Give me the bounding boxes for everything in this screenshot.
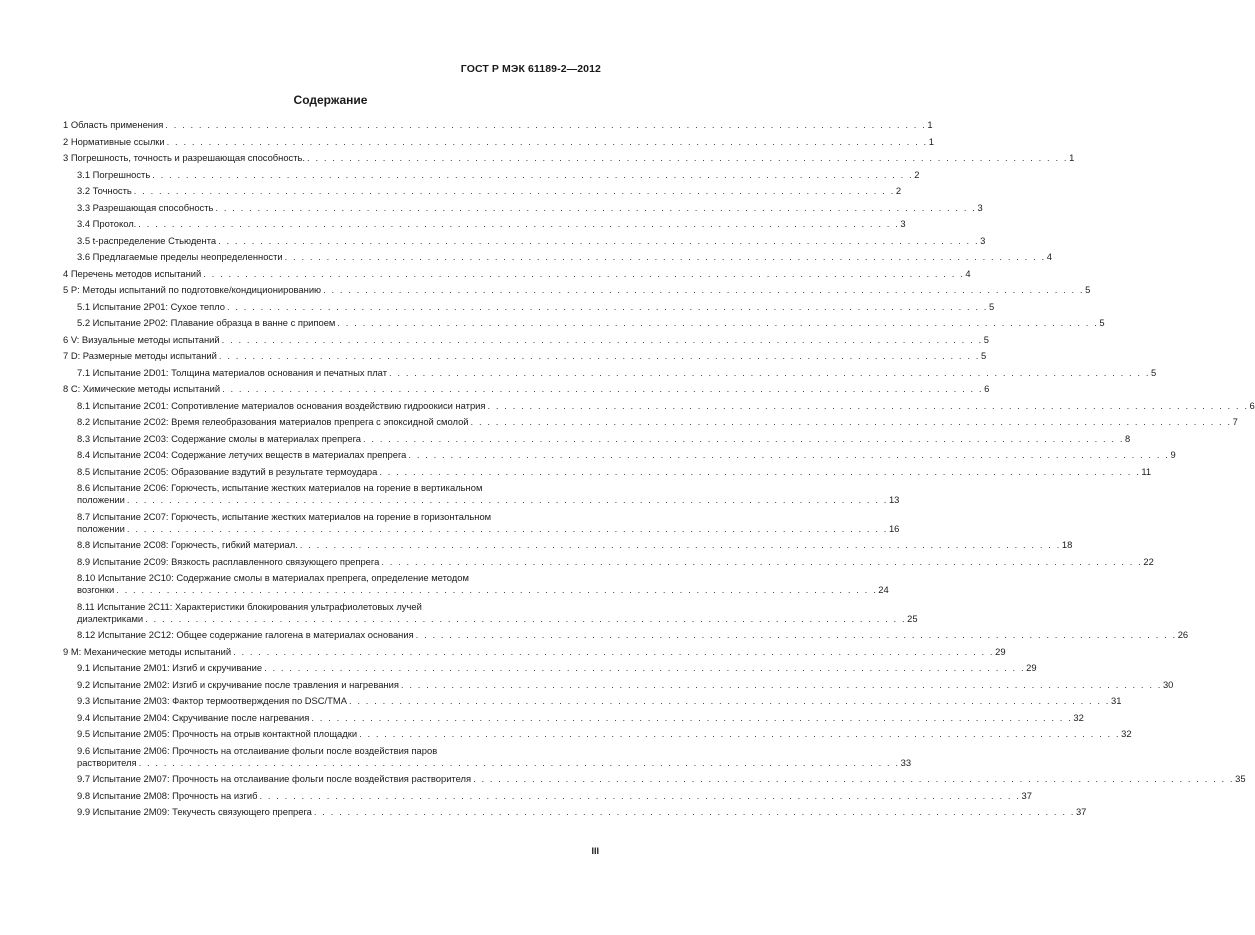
toc-entry-page: 26 bbox=[1177, 629, 1189, 640]
toc-entry-title-line: 8.6 Испытание 2C06: Горючесть, испытание жестких материалов на горение в вертикальном bbox=[77, 482, 483, 493]
toc-entry-title: 5 P: Методы испытаний по подготовке/кондиционированию bbox=[63, 284, 322, 295]
toc-dot-leader: . . . . . . . . . . . . . . . . . . . . . . . . . . . . . . . . . . . . . . . . . . . . . . . . . . . . . . . . . . . . . . . . . . . . . . . . . . . . . . . . . . . . . . . . . . . bbox=[473, 773, 1235, 784]
toc-entry-page: 3 bbox=[980, 234, 986, 246]
toc-dot-leader: . . . . . . . . . . . . . . . . . . . . . . . . . . . . . . . . . . . . . . . . . . . . . . . . . . . . . . . . . . . . . . . . . . . . . . . . . . . . . . . . . . . . . . . . . . . bbox=[337, 317, 1099, 328]
toc-entry-title: 8.8 Испытание 2C08: Горючесть, гибкий материал. bbox=[77, 539, 298, 550]
toc-dot-leader: . . . . . . . . . . . . . . . . . . . . . . . . . . . . . . . . . . . . . . . . . . . . . . . . . . . . . . . . . . . . . . . . . . . . . . . . . . . . . . . . . . . . . . . . . . . bbox=[138, 218, 900, 229]
toc-dot-leader: . . . . . . . . . . . . . . . . . . . . . . . . . . . . . . . . . . . . . . . . . . . . . . . . . . . . . . . . . . . . . . . . . . . . . . . . . . . . . . . . . . . . . . . . . . . bbox=[138, 756, 900, 768]
toc-entry[interactable] bbox=[63, 728, 1132, 740]
toc-dot-leader: . . . . . . . . . . . . . . . . . . . . . . . . . . . . . . . . . . . . . . . . . . . . . . . . . . . . . . . . . . . . . . . . . . . . . . . . . . . . . . . . . . . . . . . . . . . bbox=[126, 522, 888, 534]
toc-entry-page: 5 bbox=[1085, 284, 1091, 295]
toc-entry-title: положении bbox=[77, 494, 125, 505]
toc-entry-page: 2 bbox=[914, 168, 920, 180]
toc-dot-leader: . . . . . . . . . . . . . . . . . . . . . . . . . . . . . . . . . . . . . . . . . . . . . . . . . . . . . . . . . . . . . . . . . . . . . . . . . . . . . . . . . . . . . . . . . . . bbox=[145, 612, 907, 624]
toc-entry-title: 4 Перечень методов испытаний bbox=[63, 267, 202, 279]
toc-entry-title: 3.2 Точность bbox=[77, 185, 132, 196]
toc-entry-title: 9.7 Испытание 2M07: Прочность на отслаивание фольги после воздействия растворителя bbox=[77, 773, 472, 784]
toc-entry[interactable] bbox=[63, 806, 1087, 818]
toc-entry-page: 33 bbox=[900, 756, 912, 768]
toc-entry-page: 37 bbox=[1021, 789, 1032, 801]
toc-entry[interactable] bbox=[63, 317, 1105, 329]
toc-entry-page: 25 bbox=[907, 612, 918, 624]
toc-entry-title: 6 V: Визуальные методы испытаний bbox=[63, 333, 220, 345]
toc-entry-title: 9.2 Испытание 2M02: Изгиб и скручивание после травления и нагревания bbox=[77, 678, 399, 690]
toc-entry-page: 1 bbox=[1069, 152, 1075, 163]
toc-entry-page: 35 bbox=[1235, 773, 1246, 784]
toc-entry-page: 5 bbox=[989, 300, 995, 312]
toc-entry[interactable] bbox=[63, 572, 889, 596]
toc-entry-page: 3 bbox=[900, 218, 906, 229]
toc-entry-title: 3.4 Протокол. bbox=[77, 218, 137, 229]
toc-entry-page: 1 bbox=[927, 119, 933, 130]
toc-entry[interactable] bbox=[63, 789, 1032, 802]
toc-entry-title-line: 8.11 Испытание 2C11: Характеристики блокирования ультрафиолетовых лучей bbox=[77, 600, 422, 612]
toc-entry[interactable] bbox=[63, 416, 1238, 428]
toc-entry-page: 2 bbox=[895, 185, 902, 196]
toc-entry-page: 9 bbox=[1170, 449, 1176, 460]
toc-entry-title: 7.1 Испытание 2D01: Толщина материалов основания и печатных плат bbox=[77, 366, 387, 378]
toc-title: Содержание bbox=[293, 93, 368, 107]
toc-entry[interactable] bbox=[63, 201, 983, 214]
toc-dot-leader: . . . . . . . . . . . . . . . . . . . . . . . . . . . . . . . . . . . . . . . . . . . . . . . . . . . . . . . . . . . . . . . . . . . . . . . . . . . . . . . . . . . . . . . . . . . bbox=[116, 584, 878, 595]
toc-entry[interactable] bbox=[63, 399, 1255, 412]
toc-entry[interactable] bbox=[63, 350, 987, 362]
toc-entry-title: 8.12 Испытание 2C12: Общее содержание галогена в материалах основания bbox=[77, 629, 414, 640]
toc-entry-page: 5 bbox=[1099, 317, 1105, 328]
toc-entry-page: 31 bbox=[1111, 695, 1122, 706]
toc-entry-title: 8.5 Испытание 2C05: Образование вздутий в результате термоудара bbox=[77, 465, 378, 477]
toc-entry-page: 5 bbox=[1151, 366, 1157, 378]
toc-entry-page: 5 bbox=[983, 333, 989, 345]
toc-entry[interactable] bbox=[63, 539, 1073, 551]
toc-entry[interactable] bbox=[63, 119, 933, 131]
toc-dot-leader: . . . . . . . . . . . . . . . . . . . . . . . . . . . . . . . . . . . . . . . . . . . . . . . . . . . . . . . . . . . . . . . . . . . . . . . . . . . . . . . . . . . . . . . . . . . bbox=[379, 465, 1141, 477]
toc-dot-leader: . . . . . . . . . . . . . . . . . . . . . . . . . . . . . . . . . . . . . . . . . . . . . . . . . . . . . . . . . . . . . . . . . . . . . . . . . . . . . . . . . . . . . . . . . . . bbox=[323, 284, 1085, 295]
toc-dot-leader: . . . . . . . . . . . . . . . . . . . . . . . . . . . . . . . . . . . . . . . . . . . . . . . . . . . . . . . . . . . . . . . . . . . . . . . . . . . . . . . . . . . . . . . . . . . bbox=[165, 119, 927, 130]
toc-entry-page: 30 bbox=[1162, 678, 1174, 690]
toc-entry-title: 9.9 Испытание 2M09: Текучесть связующего препрега bbox=[77, 806, 312, 817]
toc-dot-leader: . . . . . . . . . . . . . . . . . . . . . . . . . . . . . . . . . . . . . . . . . . . . . . . . . . . . . . . . . . . . . . . . . . . . . . . . . . . . . . . . . . . . . . . . . . . bbox=[299, 539, 1061, 550]
page-number: III bbox=[591, 846, 599, 856]
toc-entry[interactable] bbox=[63, 773, 1246, 785]
toc-entry[interactable] bbox=[63, 678, 1174, 691]
toc-dot-leader: . . . . . . . . . . . . . . . . . . . . . . . . . . . . . . . . . . . . . . . . . . . . . . . . . . . . . . . . . . . . . . . . . . . . . . . . . . . . . . . . . . . . . . . . . . . bbox=[259, 789, 1021, 801]
toc-entry-page: 6 bbox=[984, 383, 990, 394]
toc-dot-leader: . . . . . . . . . . . . . . . . . . . . . . . . . . . . . . . . . . . . . . . . . . . . . . . . . . . . . . . . . . . . . . . . . . . . . . . . . . . . . . . . . . . . . . . . . . . bbox=[215, 201, 977, 213]
toc-dot-leader: . . . . . . . . . . . . . . . . . . . . . . . . . . . . . . . . . . . . . . . . . . . . . . . . . . . . . . . . . . . . . . . . . . . . . . . . . . . . . . . . . . . . . . . . . . . bbox=[307, 152, 1069, 163]
toc-dot-leader: . . . . . . . . . . . . . . . . . . . . . . . . . . . . . . . . . . . . . . . . . . . . . . . . . . . . . . . . . . . . . . . . . . . . . . . . . . . . . . . . . . . . . . . . . . . bbox=[126, 494, 888, 505]
toc-entry[interactable] bbox=[63, 510, 900, 535]
toc-entry-title: 9.4 Испытание 2M04: Скручивание после нагревания bbox=[77, 711, 310, 723]
toc-entry-title-line: 8.10 Испытание 2C10: Содержание смолы в материалах препрега, определение методом bbox=[77, 572, 469, 583]
toc-entry-page: 32 bbox=[1121, 728, 1132, 739]
toc-entry-title: 3 Погрешность, точность и разрешающая способность. bbox=[63, 152, 306, 163]
toc-entry[interactable] bbox=[63, 152, 1075, 164]
toc-entry-page: 24 bbox=[878, 584, 889, 595]
toc-entry-page: 11 bbox=[1141, 465, 1152, 477]
toc-dot-leader: . . . . . . . . . . . . . . . . . . . . . . . . . . . . . . . . . . . . . . . . . . . . . . . . . . . . . . . . . . . . . . . . . . . . . . . . . . . . . . . . . . . . . . . . . . . bbox=[408, 449, 1170, 460]
toc-entry-title: 8.4 Испытание 2C04: Содержание летучих веществ в материалах препрега bbox=[77, 449, 407, 460]
toc-dot-leader: . . . . . . . . . . . . . . . . . . . . . . . . . . . . . . . . . . . . . . . . . . . . . . . . . . . . . . . . . . . . . . . . . . . . . . . . . . . . . . . . . . . . . . . . . . . bbox=[203, 267, 965, 279]
toc-entry-page: 4 bbox=[1046, 251, 1052, 262]
toc-entry-page: 6 bbox=[1249, 399, 1255, 411]
toc-entry-title: 9.3 Испытание 2M03: Фактор термоотверждения по DSC/TMA bbox=[77, 695, 347, 706]
toc-entry[interactable] bbox=[63, 135, 934, 148]
toc-entry[interactable] bbox=[63, 284, 1091, 296]
toc-dot-leader: . . . . . . . . . . . . . . . . . . . . . . . . . . . . . . . . . . . . . . . . . . . . . . . . . . . . . . . . . . . . . . . . . . . . . . . . . . . . . . . . . . . . . . . . . . . bbox=[221, 333, 983, 345]
toc-entry-title: 9 M: Механические методы испытаний bbox=[63, 645, 232, 657]
toc-entry-title: 3.3 Разрешающая способность bbox=[77, 201, 214, 213]
toc-entry[interactable] bbox=[63, 251, 1052, 263]
toc-entry[interactable] bbox=[63, 482, 900, 506]
toc-entry-page: 32 bbox=[1073, 711, 1084, 723]
toc-entry[interactable] bbox=[63, 234, 986, 247]
toc-entry[interactable] bbox=[63, 695, 1122, 707]
toc-entry-title: 8 C: Химические методы испытаний bbox=[63, 383, 221, 394]
toc-dot-leader: . . . . . . . . . . . . . . . . . . . . . . . . . . . . . . . . . . . . . . . . . . . . . . . . . . . . . . . . . . . . . . . . . . . . . . . . . . . . . . . . . . . . . . . . . . . bbox=[284, 251, 1046, 262]
toc-dot-leader: . . . . . . . . . . . . . . . . . . . . . . . . . . . . . . . . . . . . . . . . . . . . . . . . . . . . . . . . . . . . . . . . . . . . . . . . . . . . . . . . . . . . . . . . . . . bbox=[313, 806, 1075, 817]
toc-entry[interactable] bbox=[63, 662, 1037, 674]
toc-entry-title: 3.1 Погрешность bbox=[77, 168, 151, 180]
toc-entry[interactable] bbox=[63, 600, 918, 625]
toc-entry[interactable] bbox=[63, 366, 1157, 379]
toc-entry-title: 2 Нормативные ссылки bbox=[63, 135, 165, 147]
toc-entry[interactable] bbox=[63, 185, 902, 197]
toc-entry[interactable] bbox=[63, 333, 989, 346]
toc-entry[interactable] bbox=[63, 300, 995, 313]
toc-entry-title: диэлектриками bbox=[77, 612, 144, 624]
toc-entry-title: 9.8 Испытание 2M08: Прочность на изгиб bbox=[77, 789, 258, 801]
toc-dot-leader: . . . . . . . . . . . . . . . . . . . . . . . . . . . . . . . . . . . . . . . . . . . . . . . . . . . . . . . . . . . . . . . . . . . . . . . . . . . . . . . . . . . . . . . . . . . bbox=[166, 135, 928, 147]
toc-entry-page: 5 bbox=[980, 350, 987, 361]
toc-dot-leader: . . . . . . . . . . . . . . . . . . . . . . . . . . . . . . . . . . . . . . . . . . . . . . . . . . . . . . . . . . . . . . . . . . . . . . . . . . . . . . . . . . . . . . . . . . . bbox=[415, 629, 1177, 640]
toc-entry-title: 8.9 Испытание 2C09: Вязкость расплавленного связующего препрега bbox=[77, 555, 380, 567]
toc-entry-page: 22 bbox=[1143, 555, 1154, 567]
toc-dot-leader: . . . . . . . . . . . . . . . . . . . . . . . . . . . . . . . . . . . . . . . . . . . . . . . . . . . . . . . . . . . . . . . . . . . . . . . . . . . . . . . . . . . . . . . . . . . bbox=[218, 234, 980, 246]
toc-entry[interactable] bbox=[63, 383, 990, 395]
toc-entry[interactable] bbox=[63, 555, 1154, 568]
toc-entry-title: 9.5 Испытание 2M05: Прочность на отрыв контактной площадки bbox=[77, 728, 358, 739]
toc-entry-title-line: 9.6 Испытание 2M06: Прочность на отслаивание фольги после воздействия паров bbox=[77, 744, 438, 756]
toc-dot-leader: . . . . . . . . . . . . . . . . . . . . . . . . . . . . . . . . . . . . . . . . . . . . . . . . . . . . . . . . . . . . . . . . . . . . . . . . . . . . . . . . . . . . . . . . . . . bbox=[363, 432, 1125, 444]
toc-dot-leader: . . . . . . . . . . . . . . . . . . . . . . . . . . . . . . . . . . . . . . . . . . . . . . . . . . . . . . . . . . . . . . . . . . . . . . . . . . . . . . . . . . . . . . . . . . . bbox=[470, 416, 1232, 427]
toc-entry[interactable] bbox=[63, 218, 906, 230]
toc-entry-page: 16 bbox=[888, 522, 900, 534]
toc-entry-page: 4 bbox=[965, 267, 971, 279]
toc-dot-leader: . . . . . . . . . . . . . . . . . . . . . . . . . . . . . . . . . . . . . . . . . . . . . . . . . . . . . . . . . . . . . . . . . . . . . . . . . . . . . . . . . . . . . . . . . . . bbox=[359, 728, 1121, 739]
toc-entry-page: 13 bbox=[888, 494, 900, 505]
toc-entry-title: 3.6 Предлагаемые пределы неопределенности bbox=[77, 251, 283, 262]
toc-entry-title: положении bbox=[77, 522, 125, 534]
toc-dot-leader: . . . . . . . . . . . . . . . . . . . . . . . . . . . . . . . . . . . . . . . . . . . . . . . . . . . . . . . . . . . . . . . . . . . . . . . . . . . . . . . . . . . . . . . . . . . bbox=[226, 300, 989, 312]
toc-dot-leader: . . . . . . . . . . . . . . . . . . . . . . . . . . . . . . . . . . . . . . . . . . . . . . . . . . . . . . . . . . . . . . . . . . . . . . . . . . . . . . . . . . . . . . . . . . . bbox=[152, 168, 914, 180]
toc-dot-leader: . . . . . . . . . . . . . . . . . . . . . . . . . . . . . . . . . . . . . . . . . . . . . . . . . . . . . . . . . . . . . . . . . . . . . . . . . . . . . . . . . . . . . . . . . . . bbox=[311, 711, 1073, 723]
toc-entry-page: 1 bbox=[928, 135, 934, 147]
toc-entry-title: 7 D: Размерные методы испытаний bbox=[63, 350, 217, 361]
toc-entry-title: 1 Область применения bbox=[63, 119, 164, 130]
toc-dot-leader: . . . . . . . . . . . . . . . . . . . . . . . . . . . . . . . . . . . . . . . . . . . . . . . . . . . . . . . . . . . . . . . . . . . . . . . . . . . . . . . . . . . . . . . . . . . bbox=[233, 645, 995, 657]
toc-entry-page: 8 bbox=[1125, 432, 1131, 444]
toc-entry-page: 29 bbox=[995, 645, 1006, 657]
toc-dot-leader: . . . . . . . . . . . . . . . . . . . . . . . . . . . . . . . . . . . . . . . . . . . . . . . . . . . . . . . . . . . . . . . . . . . . . . . . . . . . . . . . . . . . . . . . . . . bbox=[389, 366, 1151, 378]
toc-entry-page: 7 bbox=[1232, 416, 1238, 427]
toc-entry-title: 5.1 Испытание 2P01: Сухое тепло bbox=[77, 300, 225, 312]
toc-entry[interactable] bbox=[63, 744, 912, 769]
toc-entry-title: 8.1 Испытание 2C01: Сопротивление материалов основания воздействию гидроокиси натрия bbox=[77, 399, 486, 411]
toc-entry-title: возгонки bbox=[77, 584, 115, 595]
table-of-contents bbox=[63, 119, 1255, 823]
toc-entry-title: 8.3 Испытание 2C03: Содержание смолы в материалах препрега bbox=[77, 432, 361, 444]
standard-code: ГОСТ Р МЭК 61189-2—2012 bbox=[460, 63, 601, 75]
toc-dot-leader: . . . . . . . . . . . . . . . . . . . . . . . . . . . . . . . . . . . . . . . . . . . . . . . . . . . . . . . . . . . . . . . . . . . . . . . . . . . . . . . . . . . . . . . . . . . bbox=[487, 399, 1249, 411]
toc-entry[interactable] bbox=[63, 465, 1152, 478]
toc-dot-leader: . . . . . . . . . . . . . . . . . . . . . . . . . . . . . . . . . . . . . . . . . . . . . . . . . . . . . . . . . . . . . . . . . . . . . . . . . . . . . . . . . . . . . . . . . . . bbox=[400, 678, 1162, 690]
toc-entry-title-line: 8.7 Испытание 2C07: Горючесть, испытание жестких материалов на горение в горизонтальном bbox=[77, 510, 492, 522]
toc-dot-leader: . . . . . . . . . . . . . . . . . . . . . . . . . . . . . . . . . . . . . . . . . . . . . . . . . . . . . . . . . . . . . . . . . . . . . . . . . . . . . . . . . . . . . . . . . . . bbox=[222, 383, 984, 394]
toc-entry[interactable] bbox=[63, 168, 920, 181]
toc-entry[interactable] bbox=[63, 711, 1084, 724]
toc-entry-title: 8.2 Испытание 2C02: Время гелеобразования материалов препрега с эпоксидной смолой bbox=[77, 416, 469, 427]
toc-dot-leader: . . . . . . . . . . . . . . . . . . . . . . . . . . . . . . . . . . . . . . . . . . . . . . . . . . . . . . . . . . . . . . . . . . . . . . . . . . . . . . . . . . . . . . . . . . . bbox=[133, 185, 895, 196]
toc-entry[interactable] bbox=[63, 267, 971, 280]
toc-entry[interactable] bbox=[63, 449, 1176, 461]
toc-entry-title: растворителя bbox=[77, 756, 137, 768]
toc-entry-page: 37 bbox=[1075, 806, 1087, 817]
toc-entry[interactable] bbox=[63, 432, 1131, 445]
toc-dot-leader: . . . . . . . . . . . . . . . . . . . . . . . . . . . . . . . . . . . . . . . . . . . . . . . . . . . . . . . . . . . . . . . . . . . . . . . . . . . . . . . . . . . . . . . . . . . bbox=[218, 350, 980, 361]
toc-dot-leader: . . . . . . . . . . . . . . . . . . . . . . . . . . . . . . . . . . . . . . . . . . . . . . . . . . . . . . . . . . . . . . . . . . . . . . . . . . . . . . . . . . . . . . . . . . . bbox=[381, 555, 1143, 567]
toc-entry-page: 3 bbox=[977, 201, 983, 213]
toc-entry-title: 3.5 t-распределение Стьюдента bbox=[77, 234, 217, 246]
toc-entry-page: 18 bbox=[1061, 539, 1073, 550]
toc-dot-leader: . . . . . . . . . . . . . . . . . . . . . . . . . . . . . . . . . . . . . . . . . . . . . . . . . . . . . . . . . . . . . . . . . . . . . . . . . . . . . . . . . . . . . . . . . . . bbox=[348, 695, 1111, 706]
toc-entry[interactable] bbox=[63, 645, 1006, 658]
toc-entry-title: 9.1 Испытание 2M01: Изгиб и скручивание bbox=[77, 662, 263, 673]
toc-dot-leader: . . . . . . . . . . . . . . . . . . . . . . . . . . . . . . . . . . . . . . . . . . . . . . . . . . . . . . . . . . . . . . . . . . . . . . . . . . . . . . . . . . . . . . . . . . . bbox=[264, 662, 1026, 673]
toc-entry[interactable] bbox=[63, 629, 1189, 641]
toc-entry-page: 29 bbox=[1026, 662, 1037, 673]
toc-entry-title: 5.2 Испытание 2P02: Плавание образца в ванне с припоем bbox=[77, 317, 336, 328]
